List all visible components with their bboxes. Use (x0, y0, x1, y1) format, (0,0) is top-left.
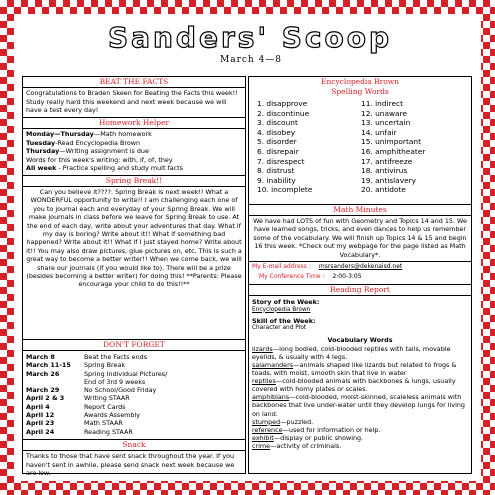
conference-line (249, 272, 471, 282)
beat-facts-text: Congratulations to Braden Skeen for Beating the Facts this week!! Study really hard this weekend and next week because we will have a test every day! (26, 89, 238, 115)
spelling-heading: Encyclopedia Brown (320, 77, 399, 86)
homework-line: Monday—Thursday—Math homework (26, 130, 152, 138)
newsletter-title: Sanders' Scoop (107, 21, 393, 54)
spelling-word: 17. antifreeze (361, 156, 413, 166)
conference-value: 2:00-3:05 (332, 273, 362, 280)
reading-section (249, 284, 471, 451)
newsletter-date: March 4—8 (220, 55, 283, 65)
spring-break-text: Can you believe it????. Spring Break is next week!! What a WONDERFUL opportunity to write!! I am challenging each one of you to journal each and everyday of your Spring Break. We will make journals in class before we leave for Spring Break to use. At the end of each day, write about your adventures that day. What if my day is boring? Write about it!! What if something bad happened? Write about it!! What if I just stayed home? Write about it!! You may also draw pictures, glue pictures on, etc. This is such a great way to become a better writer!! When we come back, we will share our journals (if you would like to). There will be a prize (besides becoming a better writer) for doing this! **Parents: Please encourage your child to do this!!** (26, 188, 242, 289)
spring-break-heading: Spring Break!! (23, 175, 245, 187)
vocab-item: exhibit—display or public showing. (252, 433, 364, 442)
vocab-item: salamanders—animals shaped like lizards but related to frogs & toads, with moist, smooth skin that live in water (252, 360, 457, 378)
spelling-word: 16. amphitheater (361, 146, 426, 156)
event-row: April 23 Math STAAR (26, 419, 123, 428)
spelling-word: 20. antidote (361, 185, 406, 195)
homework-line: Thursday—Writing assignment is due (26, 147, 149, 156)
spelling-word: 13. uncertain (361, 118, 411, 128)
spelling-word: 8. distrust (257, 166, 295, 176)
snack-heading: Snack (23, 439, 245, 451)
spelling-word: 18. antivirus (361, 166, 408, 176)
math-heading: Math Minutes (249, 204, 471, 216)
left-column (22, 76, 246, 478)
spelling-word: 1. disapprove (257, 99, 308, 108)
skill-value: Character and Plot (252, 325, 307, 332)
event-row: March 11-15 Spring Break (26, 361, 126, 370)
vocab-item: lizards—long bodied, cold-blooded reptiles with tails, movable eyelids, & usually with 4 legs. (252, 344, 451, 361)
spelling-word: 19. antislavery (361, 175, 417, 185)
spelling-subheading: Spelling Words (331, 87, 389, 96)
skill-label: Skill of the Week: (252, 316, 316, 325)
homework-line: Tuesday-Read Encyclopedia Brown (26, 138, 141, 147)
right-column (248, 76, 472, 474)
spelling-section (249, 77, 471, 195)
email-line (249, 262, 471, 272)
contact-section (249, 261, 471, 282)
snack-section (23, 439, 245, 479)
spelling-word: 7. disrespect (257, 156, 305, 166)
event-row: March 8 Beat the Facts ends (26, 353, 148, 361)
beat-facts-section (23, 77, 245, 117)
homework-line: All week - Practice spelling and study mult facts (26, 164, 183, 173)
snack-text: Thanks to those that have sent snack throughout the year. If you haven't sent in awhile, please send snack next week because we are low. (26, 452, 235, 478)
spelling-word: 3. discount (257, 118, 298, 128)
dont-forget-section (23, 339, 245, 437)
conference-label: My Conference Time : (259, 273, 325, 280)
homework-heading: Homework Helper (23, 117, 245, 129)
spelling-word: 5. disorder (257, 137, 297, 147)
vocab-heading: Vocabulary Words (327, 336, 393, 345)
event-row: April 24 Reading STAAR (26, 427, 133, 436)
homework-line: Words for this week's writing: with, if, of, they (26, 155, 173, 164)
spelling-word: 11. indirect (361, 99, 403, 108)
spelling-word: 14. unfair (361, 127, 397, 137)
spring-break-section (23, 175, 245, 290)
dont-forget-heading: DON'T FORGET (23, 339, 245, 351)
homework-section (23, 117, 245, 174)
spelling-word: 10. incomplete (257, 185, 313, 195)
story-label: Story of the Week: (252, 298, 320, 306)
story-value: Encyclopedia Brown (252, 306, 311, 313)
vocab-item: stumped—puzzled. (252, 417, 314, 426)
event-row: End of 3rd 9 weeks (84, 377, 146, 386)
beat-facts-heading: BEAT THE FACTS (23, 77, 245, 88)
event-row: March 29 No School/Good Friday (26, 386, 157, 395)
vocab-item: crime—activity of criminals. (252, 441, 342, 450)
email-link[interactable]: msrsanders@dekenaisd.net (318, 263, 403, 270)
vocab-item: amphibians—cold-blooded, moist-skinned, scaleless animals with backbones that live under-water until they develop lungs for living on land. (252, 393, 465, 418)
spelling-word: 6. disrepair (257, 146, 299, 156)
spelling-word: 2. discontinue (257, 108, 310, 118)
reading-heading: Reading Report (249, 284, 471, 296)
event-row: April 4 Report Cards (26, 402, 126, 411)
spelling-word: 4. disobey (257, 127, 296, 137)
spelling-word: 15. unimportant (361, 137, 421, 147)
email-label: My E-mail address : (252, 263, 311, 270)
vocab-item: reference—used for information or help. (252, 425, 381, 434)
spelling-word: 12. unaware (361, 108, 407, 118)
event-row: March 26 Spring Individual Pictures/ (26, 369, 168, 378)
event-row: April 12 Awards Assembly (26, 411, 140, 420)
vocab-item: reptiles—cold-blooded animals with backbones & lungs, usually covered with horny plates or scales. (252, 377, 456, 394)
math-text: We have had LOTS of fun with Geometry and Topics 14 and 15. We have learned songs, tricks, and even dances to help us remember some of the vocabulary. We will finish up Topics 14 & 15 and begin 16 this week. *Check out my webpage for the page listed as Math Vocabulary*. (253, 217, 467, 259)
math-section (249, 204, 471, 260)
spelling-word: 9. inability (257, 175, 296, 185)
event-row: April 2 & 3 Writing STAAR (26, 394, 130, 403)
